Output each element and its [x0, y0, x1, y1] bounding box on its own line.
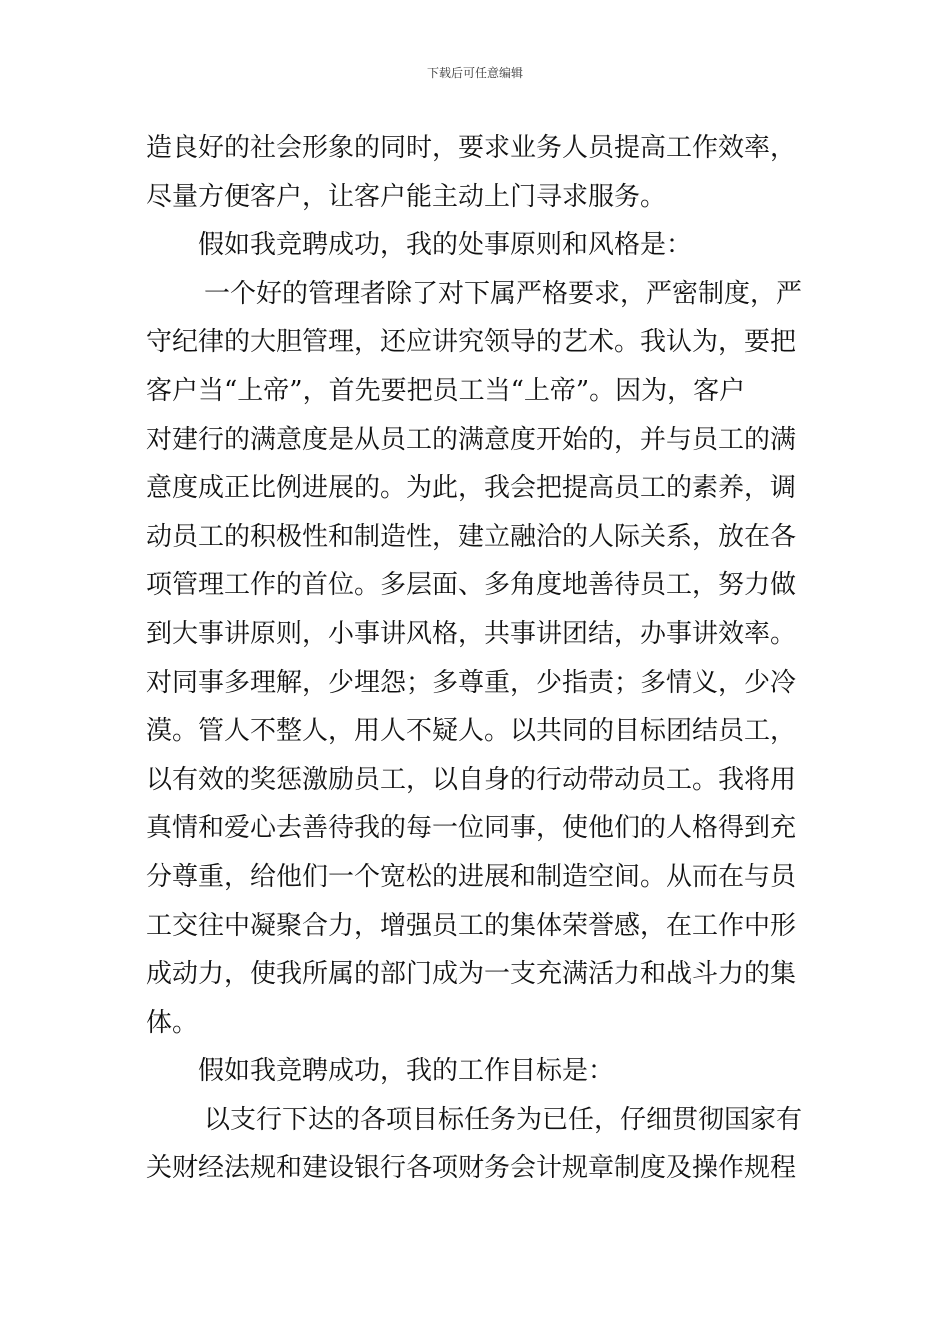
text-line: 漠。管人不整人，用人不疑人。以共同的目标团结员工，: [146, 716, 797, 747]
text-line: 体。: [146, 1007, 199, 1038]
text-line: 造良好的社会形象的同时，要求业务人员提高工作效率，: [146, 133, 797, 163]
text-line: 客户当“上帝”，首先要把员工当“上帝”。因为，客户: [146, 375, 746, 406]
text-line: 工交往中凝聚合力，增强员工的集体荣誉感，在工作中形: [146, 910, 797, 941]
text-line: 一个好的管理者除了对下属严格要求，严密制度，严: [204, 278, 803, 309]
text-line: 对同事多理解，少埋怨；多尊重，少指责；多情义，少冷: [146, 667, 797, 698]
text-line: 以支行下达的各项目标任务为已任，仔细贯彻国家有: [204, 1104, 803, 1135]
text-line: 成动力，使我所属的部门成为一支充满活力和战斗力的集: [146, 959, 797, 990]
text-line: 以有效的奖惩激励员工，以自身的行动带动员工。我将用: [146, 764, 797, 795]
text-line: 尽量方便客户，让客户能主动上门寻求服务。: [146, 181, 667, 212]
page-header: 下载后可任意编辑: [426, 66, 523, 80]
document-body: [146, 124, 808, 1193]
text-line: 动员工的积极性和制造性，建立融洽的人际关系，放在各: [146, 521, 797, 552]
text-line: 到大事讲原则，小事讲风格，共事讲团结，办事讲效率。: [146, 618, 797, 649]
text-line: 分尊重，给他们一个宽松的进展和制造空间。从而在与员: [146, 861, 797, 892]
text-line: 假如我竞聘成功，我的工作目标是：: [198, 1056, 615, 1087]
text-line: 项管理工作的首位。多层面、多角度地善待员工，努力做: [146, 570, 797, 601]
text-line: 真情和爱心去善待我的每一位同事，使他们的人格得到充: [146, 813, 797, 844]
text-line: 对建行的满意度是从员工的满意度开始的，并与员工的满: [146, 424, 797, 455]
text-line: 假如我竞聘成功，我的处事原则和风格是：: [198, 230, 693, 261]
text-line: 守纪律的大胆管理，还应讲究领导的艺术。我认为，要把: [146, 327, 797, 358]
text-line: 意度成正比例进展的。为此，我会把提高员工的素养，调: [146, 473, 797, 504]
text-line: 关财经法规和建设银行各项财务会计规章制度及操作规程: [146, 1153, 797, 1184]
